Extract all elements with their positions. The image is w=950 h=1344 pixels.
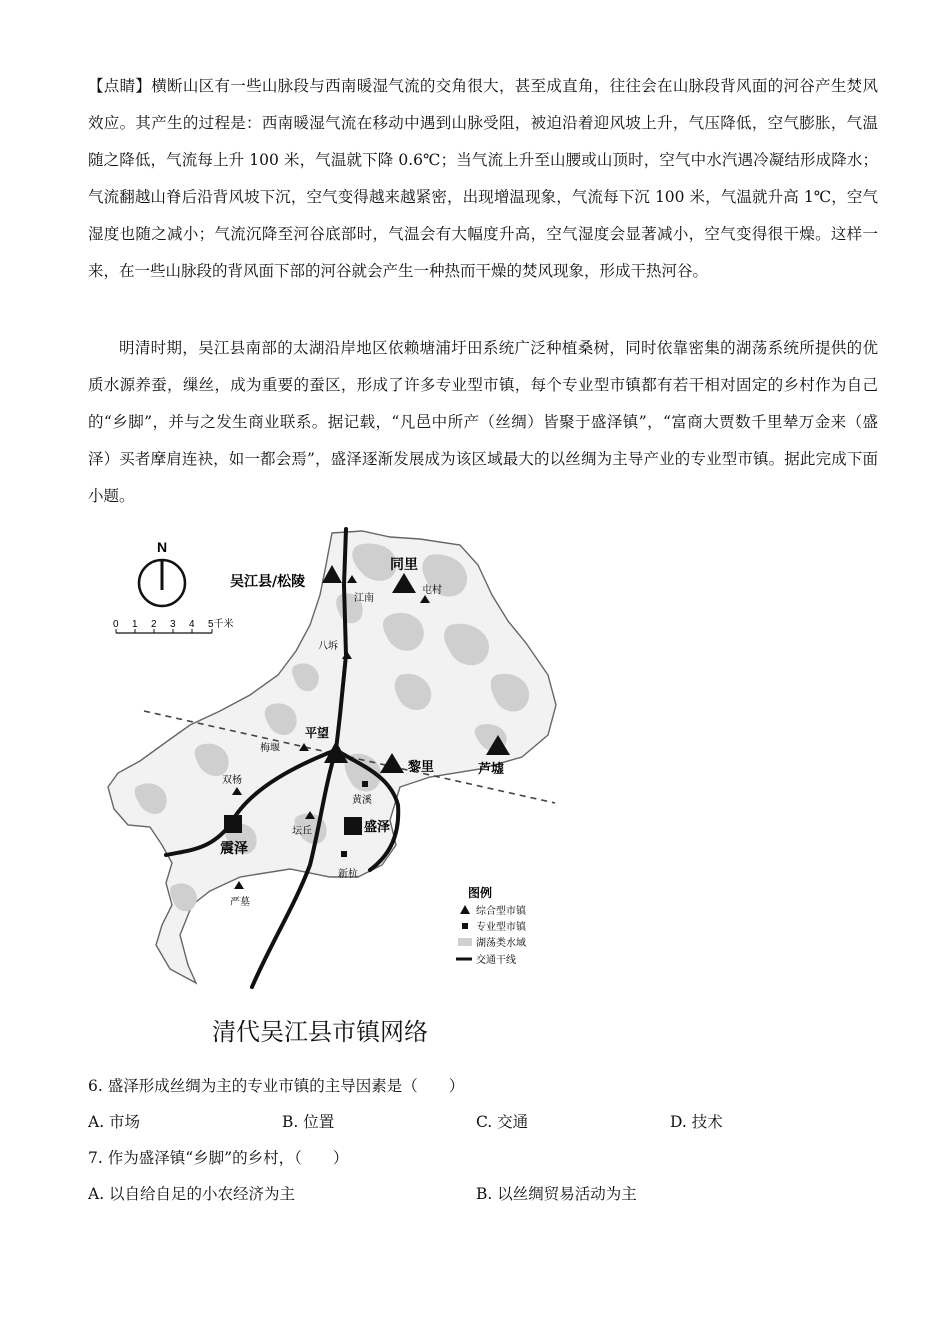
triangle-legend-icon	[460, 905, 470, 914]
question-7-stem: 7. 作为盛泽镇“乡脚”的乡村，（ ）	[88, 1149, 349, 1167]
map-legend	[456, 885, 527, 966]
water-legend-icon	[458, 938, 472, 946]
town-label: 坛丘	[292, 826, 312, 837]
q6-option-b[interactable]: B. 位置	[282, 1113, 335, 1131]
town-label: 平望	[305, 726, 330, 740]
town-label: 吴江县/松陵	[230, 574, 306, 590]
town-label: 严墓	[230, 897, 250, 908]
scale-tick: 1	[132, 619, 138, 630]
town-label: 屯村	[422, 585, 442, 596]
town-label: 双杨	[222, 775, 242, 786]
passage-text: 明清时期，吴江县南部的太湖沿岸地区依赖塘浦圩田系统广泛种植桑树，同时依靠密集的湖荡系统所提供的优质水源养蚕，缫丝，成为重要的蚕区，形成了许多专业型市镇，每个专业型市镇都有若干相对固定的乡村作为自己的“乡脚”，并与之发生商业联系。据记载，“凡邑中所产（丝绸）皆聚于盛泽镇”，“富商大贾数千里辇万金来（盛泽）买者摩肩连袂，如一都会焉”，盛泽逐渐发展成为该区域最大的以丝绸为主导产业的专业型市镇。据此完成下面小题。	[88, 339, 878, 505]
town-label: 新杭	[338, 869, 358, 880]
scale-tick: 2	[151, 619, 157, 630]
scale-tick: 3	[170, 619, 176, 630]
large-specialized-town-marker	[344, 817, 362, 835]
town-label: 黄溪	[352, 795, 372, 806]
q6-option-a[interactable]: A. 市场	[88, 1113, 141, 1131]
small-specialized-town-marker	[362, 781, 368, 787]
scale-tick: 5千米	[208, 619, 234, 630]
note-label: 【点睛】	[88, 77, 152, 95]
small-specialized-town-marker	[341, 851, 347, 857]
q7-option-a[interactable]: A. 以自给自足的小农经济为主	[88, 1185, 296, 1203]
town-label: 同里	[390, 557, 418, 573]
town-label: 芦墟	[478, 762, 505, 777]
question-passage	[88, 330, 878, 515]
question-6-stem: 6. 盛泽形成丝绸为主的专业市镇的主导因素是（ ）	[88, 1077, 465, 1095]
legend-item: 湖荡类水域	[476, 938, 526, 949]
scale-bar	[113, 617, 234, 633]
legend-item: 综合型市镇	[476, 906, 526, 917]
town-label: 盛泽	[364, 820, 391, 835]
scale-tick: 0	[113, 619, 119, 630]
legend-item: 交通干线	[476, 955, 516, 966]
legend-item: 专业型市镇	[476, 922, 526, 933]
map-title: 清代吴江县市镇网络	[212, 1018, 428, 1046]
town-label: 震泽	[220, 841, 248, 857]
north-arrow	[139, 539, 185, 606]
legend-title: 图例	[468, 886, 493, 900]
q7-option-b[interactable]: B. 以丝绸贸易活动为主	[476, 1185, 637, 1203]
wujiang-town-network-map	[100, 525, 580, 995]
q6-option-c[interactable]: C. 交通	[476, 1113, 529, 1131]
square-legend-icon	[462, 923, 468, 929]
note-paragraph	[88, 68, 878, 290]
note-text: 横断山区有一些山脉段与西南暖湿气流的交角很大，甚至成直角，往往会在山脉段背风面的河谷产生焚风效应。其产生的过程是：西南暖湿气流在移动中遇到山脉受阻，被迫沿着迎风坡上升，气压降低，空气膨胀，气温随之降低，气流每上升 100 米，气温就下降 0.6℃；当气流上升至山腰或山顶时，空气中水汽遇冷凝结形成降水；气流翻越山脊后沿背风坡下沉，空气变得越来越紧密，出现增温现象，气流每下沉 100 米，气温就升高 1℃，空气湿度也随之减小；气流沉降至河谷底部时，气温会有大幅度升高，空气湿度会显著减小，空气变得很干燥。这样一来，在一些山脉段的背风面下部的河谷就会产生一种热而干燥的焚风现象，形成干热河谷。	[88, 77, 878, 280]
q6-option-d[interactable]: D. 技术	[670, 1113, 723, 1131]
town-label: 黎里	[408, 760, 435, 775]
town-label: 梅堰	[260, 743, 280, 754]
town-label: 江南	[354, 593, 374, 604]
scale-tick: 4	[189, 619, 195, 630]
town-label: 八坼	[318, 641, 338, 652]
large-specialized-town-marker	[224, 815, 242, 833]
small-comprehensive-town-marker	[234, 881, 244, 889]
north-label: N	[156, 539, 168, 555]
